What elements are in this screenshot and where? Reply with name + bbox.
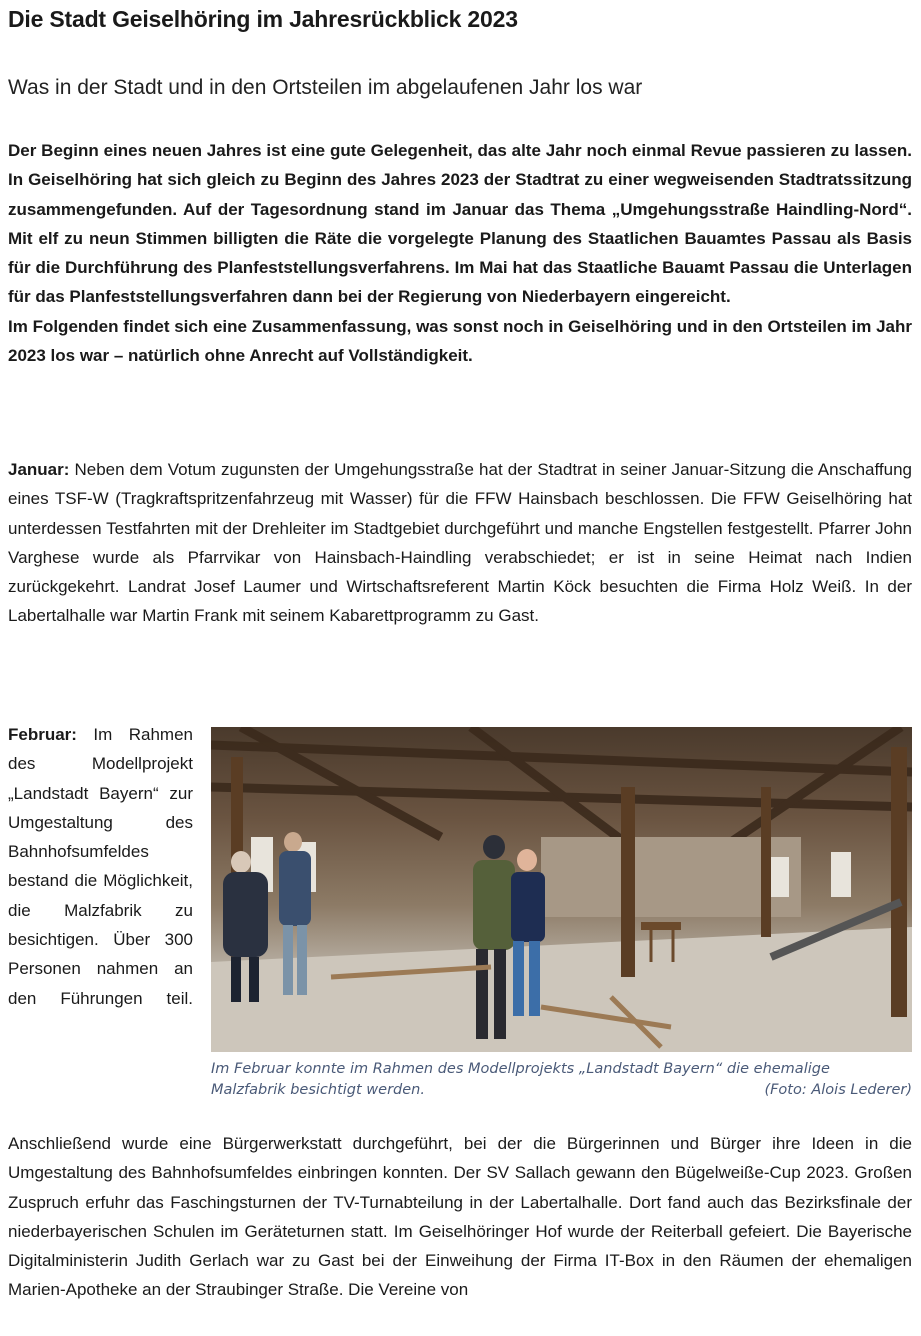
section-label-februar: Februar: xyxy=(8,725,77,744)
photo-illustration xyxy=(211,727,912,1052)
section-text-februar-continued: Anschließend wurde eine Bürgerwerkstatt durchgeführt, bei der die Bürgerinnen und Bürger ihre Ideen in die Umgestaltung des Bahnhofsumfeldes einbringen konnten. Der SV Sallach gewann den Bügelweiße-Cup 2023. Großen Zuspruch erfuhr das Faschingsturnen der TV-Turnabteilung in der Labertalhalle. Dort fand auch das Bezirksfinale der niederbayerischen Schulen im Geräteturnen statt. Im Geiselhöringer Hof wurde der Reiterball gefeiert. Die Bayerische Digitalministerin Judith Gerlach war zu Gast bei der Einweihung der Firma IT-Box in den Räumen der ehemaligen Marien-Apotheke an der Straubinger Straße. Die Vereine von xyxy=(8,1134,912,1300)
figure-malzfabrik xyxy=(211,727,912,1101)
intro-paragraph-2: Im Folgenden findet sich eine Zusammenfassung, was sonst noch in Geiselhöring und in den Ortsteilen im Jahr 2023 los war – natürlich ohne Anrecht auf Vollständigkeit. xyxy=(8,316,912,366)
section-label-januar: Januar: xyxy=(8,460,70,479)
section-januar xyxy=(8,455,912,631)
section-februar-column xyxy=(8,720,193,1013)
caption-line-1: Im Februar konnte im Rahmen des Modellprojekts „Landstadt Bayern“ die ehemalige xyxy=(211,1061,830,1077)
article-title: Die Stadt Geiselhöring im Jahresrückblick 2023 xyxy=(8,6,518,32)
caption-line-2-row xyxy=(211,1080,912,1101)
caption-line-2: Malzfabrik besichtigt werden. xyxy=(211,1082,425,1098)
article-subtitle: Was in der Stadt und in den Ortsteilen im abgelaufenen Jahr los war xyxy=(8,76,643,99)
photo-malzfabrik-interior xyxy=(211,727,912,1052)
section-text-januar: Neben dem Votum zugunsten der Umgehungsstraße hat der Stadtrat in seiner Januar-Sitzung die Anschaffung eines TSF-W (Tragkraftspritzenfahrzeug mit Wasser) für die FFW Hainsbach beschlossen. Die FFW Geiselhöring hat unterdessen Testfahrten mit der Drehleiter im Stadtgebiet durchgeführt und manche Engstellen festgestellt. Pfarrer John Varghese wurde als Pfarrvikar von Hainsbach-Haindling verabschiedet; er ist in seine Heimat nach Indien zurückgekehrt. Landrat Josef Laumer und Wirtschaftsreferent Martin Köck besuchten die Firma Holz Weiß. In der Labertalhalle war Martin Frank mit seinem Kabarettprogramm zu Gast. xyxy=(8,460,912,626)
section-text-februar-column: Im Rahmen des Modellprojekt „Landstadt Bayern“ zur Umgestaltung des Bahnhofsumfeldes bestand die Möglichkeit, die Malzfabrik zu besichtigen. Über 300 Personen nahmen an den Führungen teil. xyxy=(8,725,193,1008)
figure-caption xyxy=(211,1059,912,1101)
intro-paragraph-1: Der Beginn eines neuen Jahres ist eine gute Gelegenheit, das alte Jahr noch einmal Revue passieren zu lassen. In Geiselhöring hat sich gleich zu Beginn des Jahres 2023 der Stadtrat zu einer wegweisenden Stadtratssitzung zusammengefunden. Auf der Tagesordnung stand im Januar das Thema „Umgehungsstraße Haindling-Nord“. Mit elf zu neun Stimmen billigten die Räte die vorgelegte Planung des Staatlichen Bauamtes Passau als Basis für die Durchführung des Planfeststellungsverfahrens. Im Mai hat das Staatliche Bauamt Passau die Unterlagen für das Planfeststellungsverfahren dann bei der Regierung von Niederbayern eingereicht. xyxy=(8,141,912,307)
photo-credit: (Foto: Alois Lederer) xyxy=(764,1082,912,1098)
intro-block xyxy=(8,136,912,370)
